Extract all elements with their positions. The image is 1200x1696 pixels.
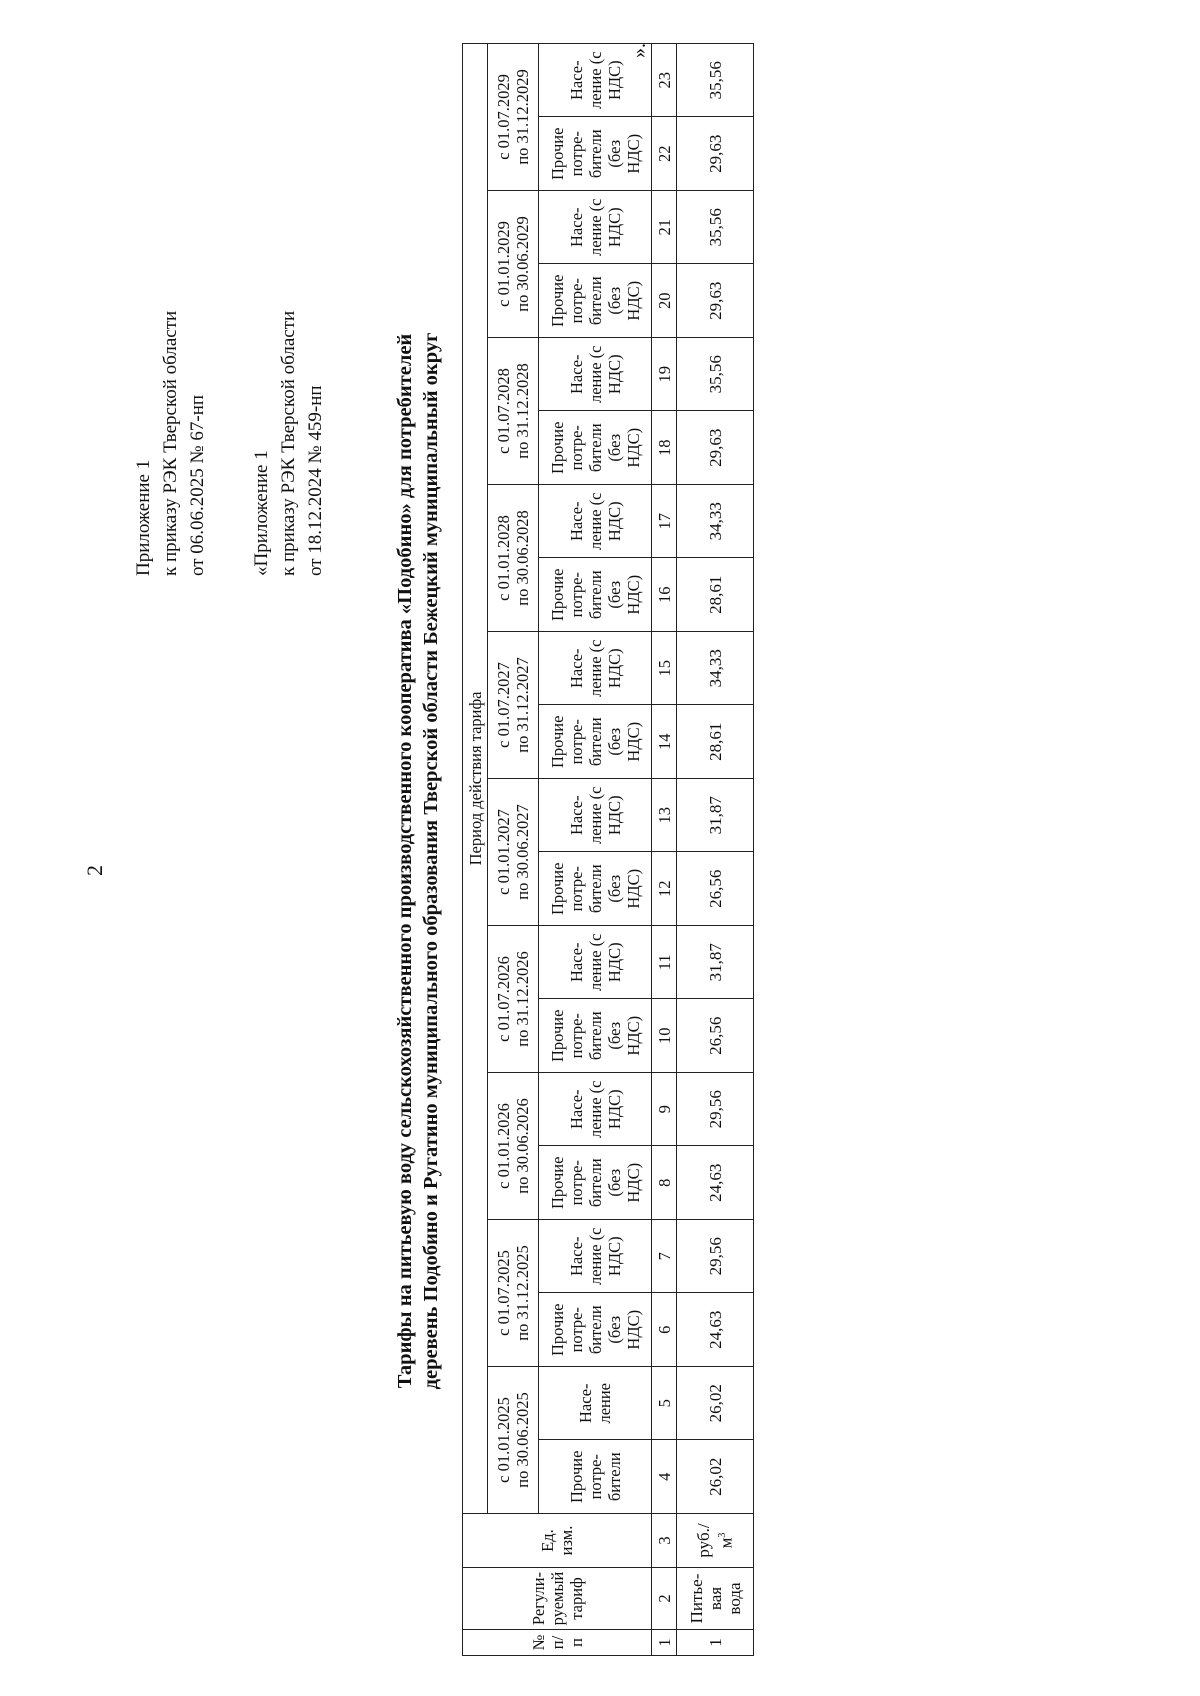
closing-quote: ». xyxy=(628,43,650,58)
period-from: с 01.01.2026 xyxy=(494,1103,513,1189)
annex-current-line-3: от 06.06.2025 № 67-нп xyxy=(187,394,208,576)
period-from: с 01.01.2029 xyxy=(494,221,513,307)
period-to: по 31.12.2025 xyxy=(513,1245,532,1341)
annex-original-line-2: к приказу РЭК Тверской области xyxy=(278,310,299,576)
column-index-row xyxy=(652,43,677,1655)
subheader-population: Насе-ление (с НДС) xyxy=(539,632,652,706)
column-index: 2 xyxy=(652,1568,677,1630)
column-index: 5 xyxy=(652,1367,677,1441)
period-to: по 30.06.2026 xyxy=(513,1098,532,1194)
column-index: 13 xyxy=(652,779,677,853)
subheader-population: Насе-ление (с НДС) xyxy=(539,338,652,412)
column-index: 10 xyxy=(652,999,677,1073)
column-index: 11 xyxy=(652,926,677,1000)
subheader-other-consumers: Прочие потре-бители (без НДС) xyxy=(539,1293,652,1367)
subheader-other-consumers: Прочие потре-бители (без НДС) xyxy=(539,705,652,779)
period-to: по 30.06.2027 xyxy=(513,804,532,900)
subheader-other-consumers: Прочие потре-бители xyxy=(539,1440,652,1514)
period-dates xyxy=(488,338,539,485)
consumer-subheader-row xyxy=(539,43,652,1655)
annex-original-line-3: от 18.12.2024 № 459-нп xyxy=(305,385,326,576)
period-from: с 01.01.2027 xyxy=(494,809,513,895)
tariff-table xyxy=(462,43,754,1656)
column-index: 21 xyxy=(652,191,677,265)
subheader-population: Насе-ление (с НДС) xyxy=(539,485,652,559)
tariff-value: 31,87 xyxy=(677,926,754,1000)
column-index: 18 xyxy=(652,411,677,485)
period-to: по 31.12.2027 xyxy=(513,657,532,753)
table-header-row xyxy=(463,43,488,1655)
column-index: 7 xyxy=(652,1220,677,1294)
header-tariff: Регули-руемый тариф xyxy=(463,1568,652,1630)
column-index: 20 xyxy=(652,264,677,338)
period-to: по 30.06.2028 xyxy=(513,510,532,606)
column-index: 6 xyxy=(652,1293,677,1367)
subheader-other-consumers: Прочие потре-бители (без НДС) xyxy=(539,117,652,191)
period-to: по 31.12.2029 xyxy=(513,69,532,165)
subheader-other-consumers: Прочие потре-бители (без НДС) xyxy=(539,558,652,632)
period-dates xyxy=(488,191,539,338)
column-index: 15 xyxy=(652,632,677,706)
tariff-value: 26,02 xyxy=(677,1367,754,1441)
annex-current-line-1: Приложение 1 xyxy=(133,459,154,576)
column-index: 8 xyxy=(652,1146,677,1220)
tariff-value: 26,56 xyxy=(677,852,754,926)
period-dates xyxy=(488,1073,539,1220)
period-dates xyxy=(488,43,539,190)
annex-current-reference xyxy=(130,311,211,576)
subheader-population: Насе-ление (с НДС) xyxy=(539,43,652,117)
subheader-population: Насе-ление xyxy=(539,1367,652,1441)
title-line-1: Тарифы на питьевую воду сельскохозяйственного производственного кооператива «Подобино» для потребителей xyxy=(394,333,416,1389)
tariff-value: 29,63 xyxy=(677,411,754,485)
period-from: с 01.07.2025 xyxy=(494,1250,513,1336)
subheader-population: Насе-ление (с НДС) xyxy=(539,1073,652,1147)
tariff-value: 26,02 xyxy=(677,1440,754,1514)
tariff-value: 35,56 xyxy=(677,43,754,117)
subheader-other-consumers: Прочие потре-бители (без НДС) xyxy=(539,264,652,338)
period-to: по 31.12.2026 xyxy=(513,951,532,1047)
tariff-value: 28,61 xyxy=(677,705,754,779)
column-index: 12 xyxy=(652,852,677,926)
period-dates xyxy=(488,632,539,779)
tariff-value: 28,61 xyxy=(677,558,754,632)
subheader-other-consumers: Прочие потре-бители (без НДС) xyxy=(539,411,652,485)
row-tariff-name: Питье-вая вода xyxy=(677,1568,754,1630)
period-from: с 01.07.2028 xyxy=(494,368,513,454)
column-index: 19 xyxy=(652,338,677,412)
tariff-value: 35,56 xyxy=(677,338,754,412)
period-to: по 31.12.2028 xyxy=(513,363,532,459)
period-from: с 01.07.2029 xyxy=(494,74,513,160)
tariff-value: 34,33 xyxy=(677,632,754,706)
row-unit: $руб./м^3$ xyxy=(677,1514,754,1568)
annex-original-reference xyxy=(248,311,329,576)
column-index: 14 xyxy=(652,705,677,779)
tariff-value: 29,63 xyxy=(677,264,754,338)
tariff-value: 29,56 xyxy=(677,1220,754,1294)
column-index: 22 xyxy=(652,117,677,191)
column-index: 9 xyxy=(652,1073,677,1147)
table-row xyxy=(677,43,754,1655)
column-index: 16 xyxy=(652,558,677,632)
subheader-population: Насе-ление (с НДС) xyxy=(539,779,652,853)
header-period: Период действия тарифа xyxy=(463,43,488,1513)
header-unit: Ед. изм. xyxy=(463,1514,652,1568)
period-dates xyxy=(488,1220,539,1367)
column-index: 17 xyxy=(652,485,677,559)
period-dates xyxy=(488,485,539,632)
tariff-value: 24,63 xyxy=(677,1146,754,1220)
period-dates xyxy=(488,1367,539,1514)
period-from: с 01.01.2025 xyxy=(494,1397,513,1483)
subheader-other-consumers: Прочие потре-бители (без НДС) xyxy=(539,999,652,1073)
column-index: 3 xyxy=(652,1514,677,1568)
period-dates xyxy=(488,926,539,1073)
subheader-population: Насе-ление (с НДС) xyxy=(539,926,652,1000)
page-number: 2 xyxy=(82,865,107,876)
tariff-value: 26,56 xyxy=(677,999,754,1073)
period-to: по 30.06.2029 xyxy=(513,216,532,312)
column-index: 1 xyxy=(652,1630,677,1656)
annex-current-line-2: к приказу РЭК Тверской области xyxy=(160,310,181,576)
period-from: с 01.07.2027 xyxy=(494,662,513,748)
period-from: с 01.01.2028 xyxy=(494,515,513,601)
tariff-value: 35,56 xyxy=(677,191,754,265)
period-dates-row xyxy=(488,43,539,1655)
document-title xyxy=(392,81,444,1641)
title-line-2: деревень Подобино и Ругатино муниципального образования Тверской области Бежецкий муниципальный округ xyxy=(420,332,442,1390)
subheader-population: Насе-ление (с НДС) xyxy=(539,1220,652,1294)
subheader-other-consumers: Прочие потре-бители (без НДС) xyxy=(539,852,652,926)
period-from: с 01.07.2026 xyxy=(494,956,513,1042)
subheader-other-consumers: Прочие потре-бители (без НДС) xyxy=(539,1146,652,1220)
tariff-value: 29,56 xyxy=(677,1073,754,1147)
tariff-value: 34,33 xyxy=(677,485,754,559)
column-index: 23 xyxy=(652,43,677,117)
row-number: 1 xyxy=(677,1630,754,1656)
tariff-value: 24,63 xyxy=(677,1293,754,1367)
header-number: № п/п xyxy=(463,1630,652,1656)
column-index: 4 xyxy=(652,1440,677,1514)
period-dates xyxy=(488,779,539,926)
period-to: по 30.06.2025 xyxy=(513,1392,532,1488)
subheader-population: Насе-ление (с НДС) xyxy=(539,191,652,265)
tariff-value: 29,63 xyxy=(677,117,754,191)
tariff-value: 31,87 xyxy=(677,779,754,853)
annex-original-line-1: «Приложение 1 xyxy=(251,450,272,576)
